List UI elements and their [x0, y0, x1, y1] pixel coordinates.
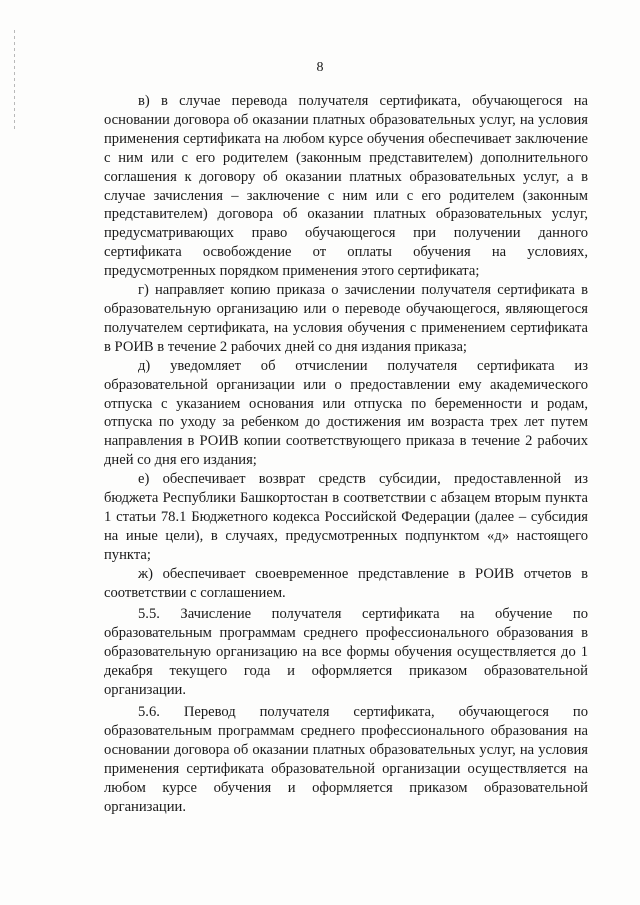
paragraph-v: в) в случае перевода получателя сертификата, обучающегося на основании договора об оказании платных образовательных услуг, на условия применения сертификата на любом курсе обучения обеспечивает заключение с ним или с его родителем (законным представителем) дополнительного соглашения к договору об оказании платных образовательных услуг, а в случае зачисления – заключение с ним или с его родителем (законным представителем) договора об оказании платных образовательных услуг, предусматривающих право обучающегося при получении данного сертификата освобождение от оплаты обучения на условиях, предусмотренных порядком применения этого сертификата; [104, 93, 588, 280]
body-text [104, 92, 588, 816]
binding-margin-mark [14, 30, 15, 130]
paragraph-5-6: 5.6. Перевод получателя сертификата, обучающегося по образовательным программам среднего профессионального образования на основании договора об оказании платных образовательных услуг, на условия применения сертификата образовательной организации осуществляется на любом курсе обучения и оформляется приказом образовательной организации. [104, 704, 588, 815]
page-number: 8 [316, 60, 324, 75]
paragraph-d: д) уведомляет об отчислении получателя сертификата из образовательной организации или о предоставлении ему академического отпуска с указанием основания или отпуска по беременности и родам, отпуска по уходу за ребенком до достижения им возраста трех лет путем направления в РОИВ копии соответствующего приказа в течение 2 рабочих дней со дня его издания; [104, 357, 588, 469]
paragraph-e: е) обеспечивает возврат средств субсидии, предоставленной из бюджета Республики Башкортостан в соответствии с абзацем вторым пункта 1 статьи 78.1 Бюджетного кодекса Российской Федерации (далее – субсидия на иные цели), в случаях, предусмотренных подпунктом «д» настоящего пункта; [104, 471, 588, 563]
paragraph-5-5: 5.5. Зачисление получателя сертификата на обучение по образовательным программам среднего профессионального образования в образовательную организацию на все формы обучения осуществляется до 1 декабря текущего года и оформляется приказом образовательной организации. [104, 606, 588, 699]
paragraph-zh: ж) обеспечивает своевременное представление в РОИВ отчетов в соответствии с соглашением. [104, 565, 588, 601]
paragraph-g: г) направляет копию приказа о зачислении получателя сертификата в образовательную организацию или о переводе обучающегося, являющегося получателем сертификата, на условия обучения с применением сертификата в РОИВ в течение 2 рабочих дней со дня издания приказа; [104, 282, 588, 355]
